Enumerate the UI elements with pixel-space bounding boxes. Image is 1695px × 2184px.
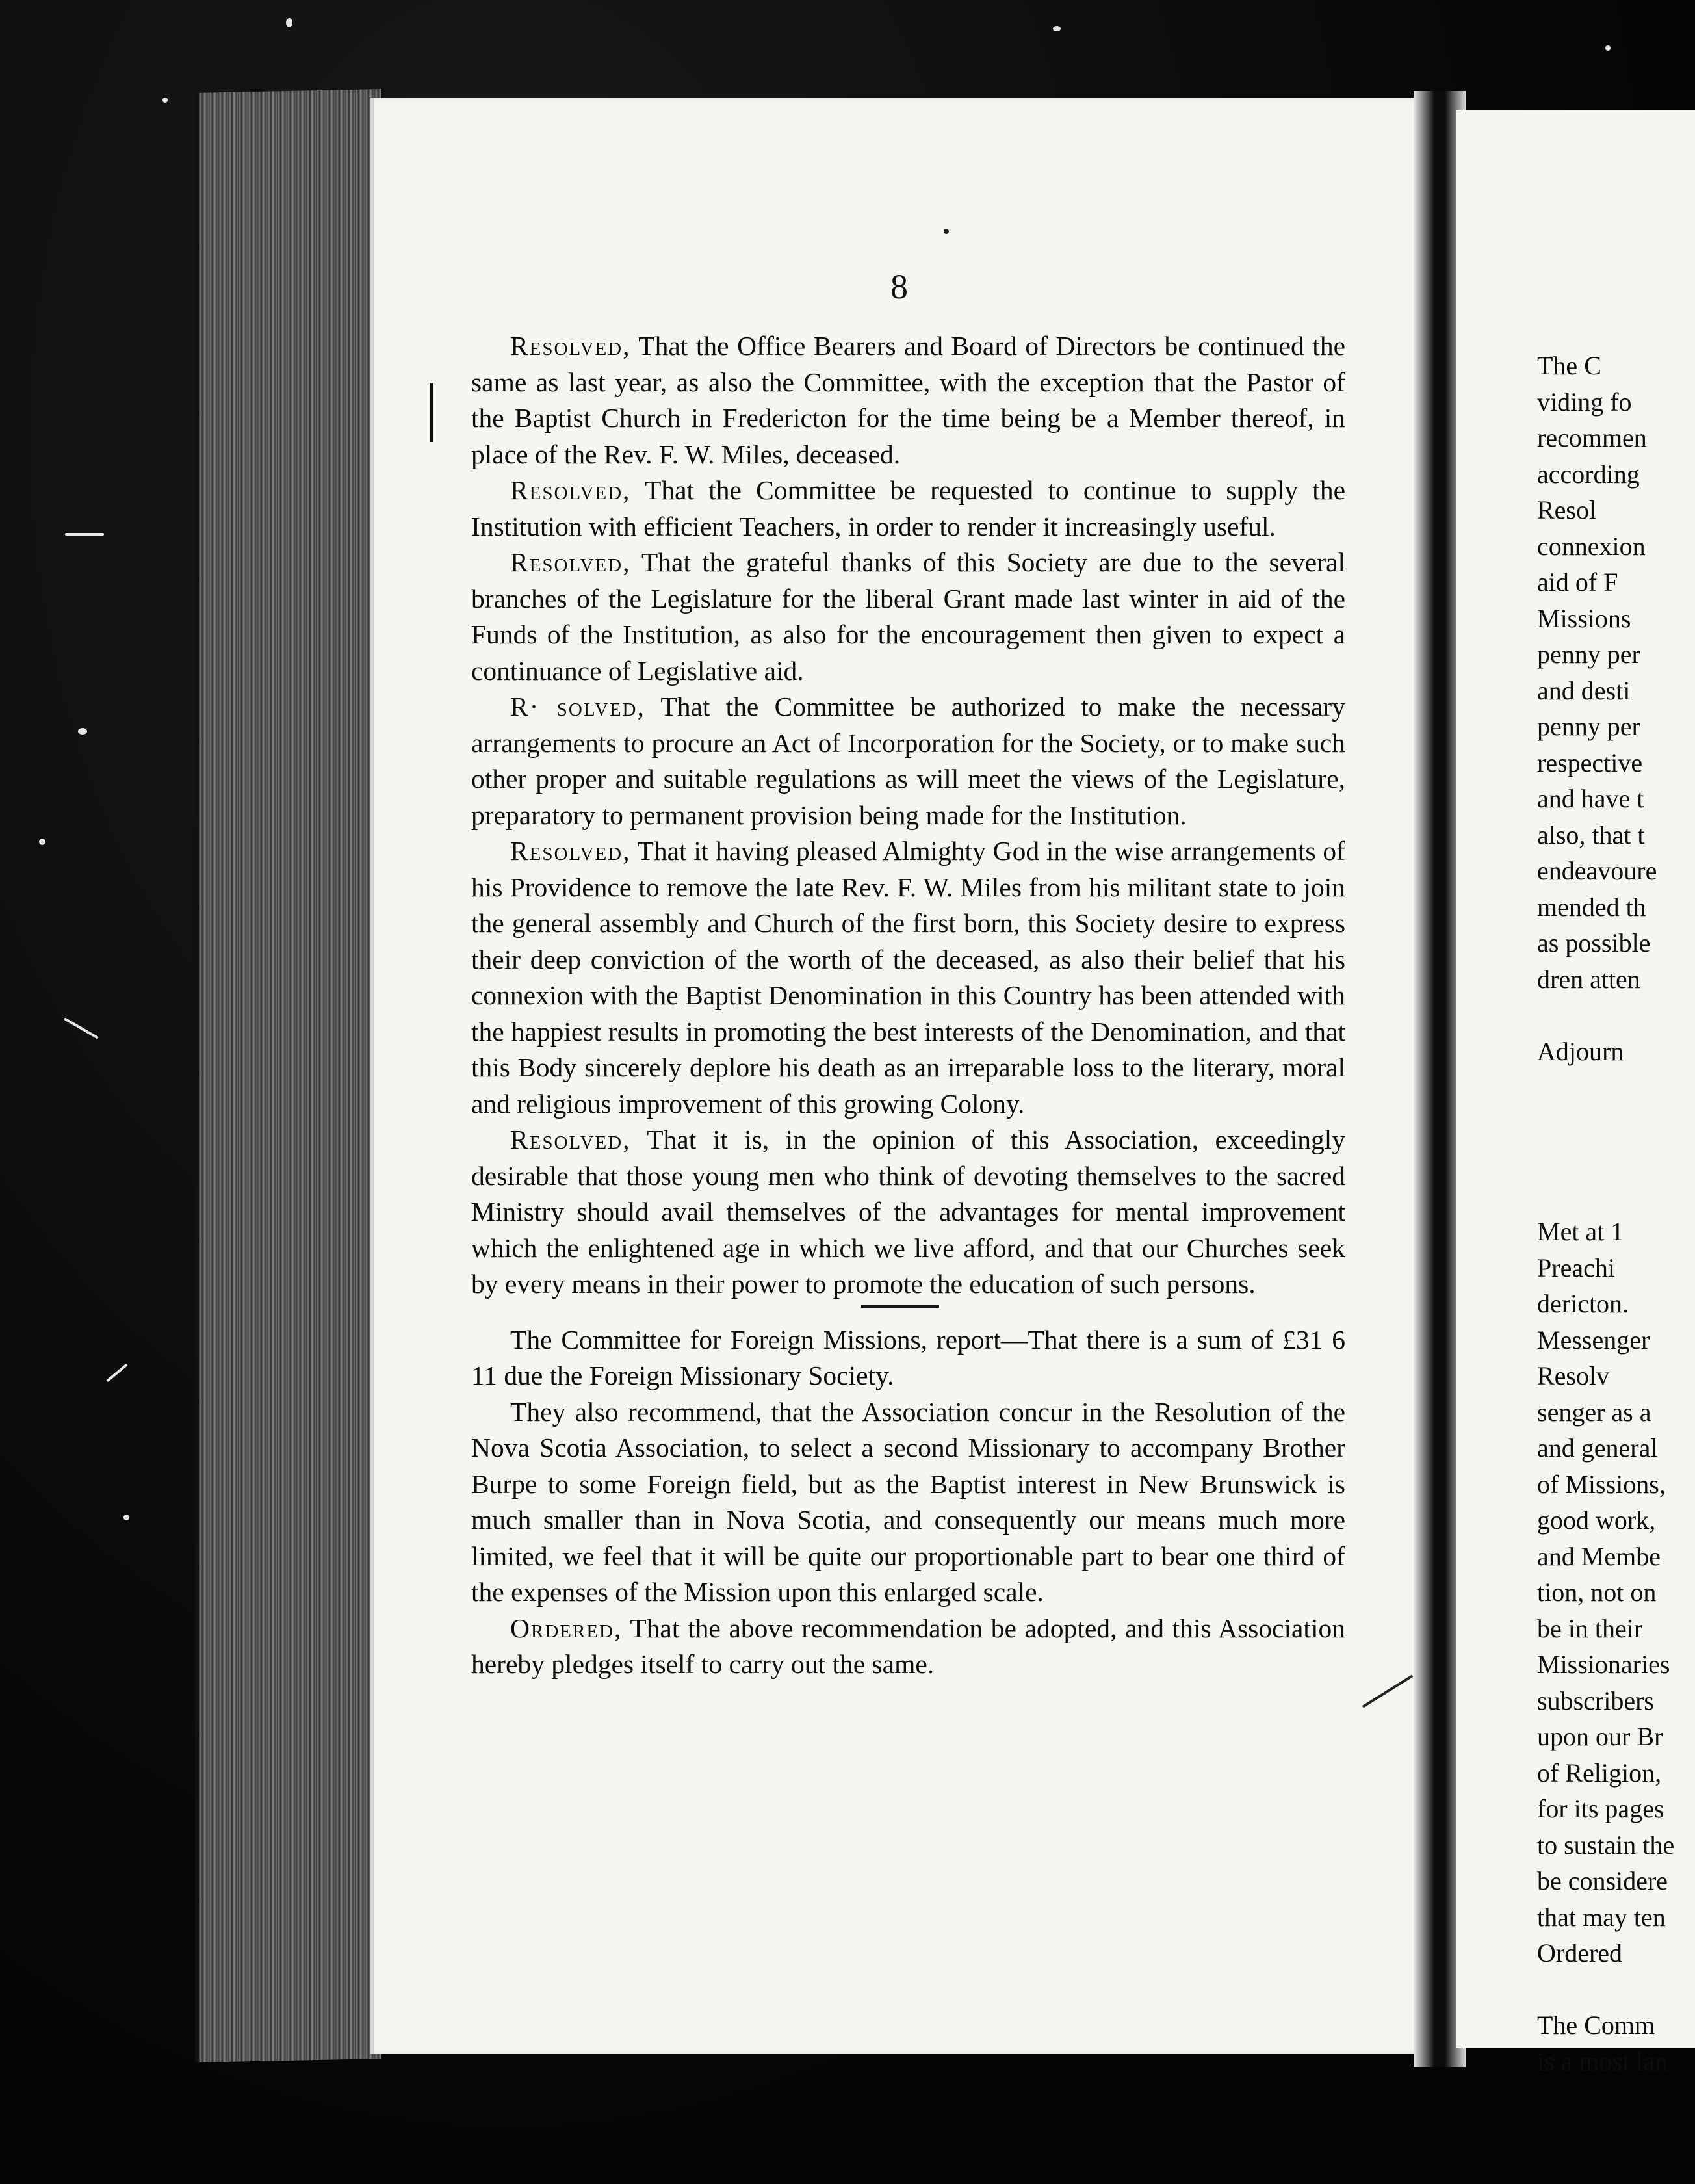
right-page-line: according [1537,459,1640,489]
dust-speck [123,1514,129,1520]
paragraph [471,1611,1345,1683]
right-page-line: Resolv [1537,1361,1610,1390]
right-page-line: subscribers [1537,1685,1654,1715]
right-page-line: tion, not on [1537,1578,1657,1607]
right-page-line [1537,1971,1695,2008]
paragraph-lead: R· solved, [510,692,645,722]
right-page-line: connexion [1537,531,1646,561]
right-page-line: of Missions, [1537,1469,1666,1499]
paragraph-lead: Resolved, [510,836,631,866]
right-page-line: dren atten [1537,964,1640,994]
right-page-line: recommen [1537,423,1647,452]
margin-mark [430,384,433,442]
right-page-line: senger as a [1537,1397,1651,1427]
dust-speck [286,18,292,27]
right-page-line: Missionaries [1537,1650,1670,1679]
book-page-edge [195,89,381,2062]
paragraph-body: That it is, in the opinion of this Association, exceedingly desirable that those young men who think of devoting themselves to the sacred Ministry should avail themselves of the advantages for mental improvement which the enlightened age in which we live afford, and that our Churches seek by every means in their power to promote the education of such persons. [471,1124,1345,1299]
paragraph [471,689,1345,833]
right-page-line: Ordered [1537,1938,1623,1968]
paragraph [471,328,1345,473]
dust-speck [39,838,45,845]
paragraph-body: That the Committee be authorized to make the necessary arrangements to procure an Act of Incorporation for the Society, or to make such other proper and suitable regulations as will meet the views of the Legislature, preparatory to permanent provision being made for the Institution. [471,692,1345,830]
right-page-line: viding fo [1537,387,1632,417]
paragraph-body: That the Committee be requested to continue to supply the Institution with efficient Teachers, in order to render it increasingly useful. [471,475,1345,541]
section-rule [861,1305,939,1308]
right-page-line: aid of F [1537,567,1618,597]
right-page-line [1537,1141,1695,1178]
paragraph [471,1122,1345,1303]
right-page-line: mended th [1537,892,1646,922]
right-page-line: Met at 1 [1537,1217,1624,1246]
paragraph-lead: Resolved, [510,475,631,505]
right-page-line: be considere [1537,1866,1668,1895]
paragraph [471,1322,1345,1394]
paragraph-lead: Resolved, [510,331,631,361]
foreign-missions-report [471,1322,1345,1683]
paragraph-body: That the above recommendation be adopted, and this Association hereby pledges itself to carry out the same. [471,1613,1345,1679]
dust-speck [78,728,87,734]
right-page-line: Resol [1537,495,1597,525]
right-page-line: for its pages [1537,1794,1664,1823]
right-page-line: penny per [1537,712,1640,741]
right-page-line: dericton. [1537,1289,1629,1318]
paragraph-lead: Ordered, [510,1613,623,1643]
right-page-line: penny per [1537,640,1640,669]
left-page-text [471,328,1345,1683]
paragraph [471,1394,1345,1611]
paragraph [471,473,1345,545]
right-page-line: as possible [1537,928,1651,957]
right-page-line: is a most lan [1537,2046,1668,2076]
page-number: 8 [890,267,908,306]
right-page-text [1537,348,1695,2079]
right-page-line: be in their [1537,1613,1643,1643]
paragraph-body: That it having pleased Almighty God in the wise arrangements of his Providence to remove the late Rev. F. W. Miles from his militant state to join the general assembly and Church of the first born, this Society desire to express their deep conviction of the worth of the deceased, as also their belief that his connexion with the Baptist Denomination in this Country has been attended with the happiest results in promoting the best interests of the Denomination, and that this Body sincerely deplore his death as an irreparable loss to the literary, moral and religious improvement of this growing Colony. [471,836,1345,1119]
right-page-line: endeavoure [1537,856,1657,885]
right-page-line: that may ten [1537,1902,1666,1932]
dust-speck [1605,46,1611,51]
right-page-line: Messenger [1537,1325,1650,1355]
right-page-line: good work, [1537,1505,1656,1535]
paragraph-body: That the Office Bearers and Board of Directors be continued the same as last year, as also the Committee, with the exception that the Pastor of the Baptist Church in Fredericton for the time being be a Member thereof, in place of the Rev. F. W. Miles, deceased. [471,331,1345,469]
right-page-line: Preachi [1537,1253,1615,1282]
right-page-line [1537,1178,1695,1214]
resolutions [471,328,1345,1303]
paragraph [471,833,1345,1122]
right-page-line: to sustain the [1537,1830,1675,1860]
right-page-line: The C [1537,351,1601,380]
right-page-line: Adjourn [1537,1036,1624,1066]
right-page-line [1537,997,1695,1034]
paragraph-lead: Resolved, [510,547,631,577]
right-page-line: respective [1537,748,1643,777]
paragraph [471,545,1345,689]
right-page-line: Missions [1537,603,1631,633]
paragraph-body: The Committee for Foreign Missions, report—That there is a sum of £31 6 11 due the Foreign Missionary Society. [471,1324,1345,1390]
right-page-line: and Membe [1537,1541,1661,1571]
right-page-line [1537,1069,1695,1106]
right-page-line [1537,1106,1695,1142]
right-page-line: of Religion, [1537,1758,1662,1788]
right-page-line: The Comm [1537,2010,1655,2040]
ink-dot [944,229,949,234]
dust-speck [162,98,168,103]
dust-speck [65,533,104,536]
paragraph-body: That the grateful thanks of this Society are due to the several branches of the Legislature for the liberal Grant made last winter in aid of the Funds of the Institution, as also for the encouragement then given to expect a continuance of Legislative aid. [471,547,1345,686]
paragraph-body: They also recommend, that the Association concur in the Resolution of the Nova Scotia Association, to select a second Missionary to accompany Brother Burpe to some Foreign field, but as the Baptist interest in New Brunswick is much smaller than in Nova Scotia, and consequently our means much more limited, we feel that it will be quite our proportionable part to bear one third of the expenses of the Mission upon this enlarged scale. [471,1396,1345,1607]
dust-speck [1053,26,1061,31]
right-page-line: and general [1537,1433,1658,1462]
right-page-line: upon our Br [1537,1722,1663,1751]
right-page-line: also, that t [1537,820,1645,850]
right-page-line: and have t [1537,784,1644,813]
right-page-line: and desti [1537,675,1631,705]
paragraph-lead: Resolved, [510,1124,631,1154]
